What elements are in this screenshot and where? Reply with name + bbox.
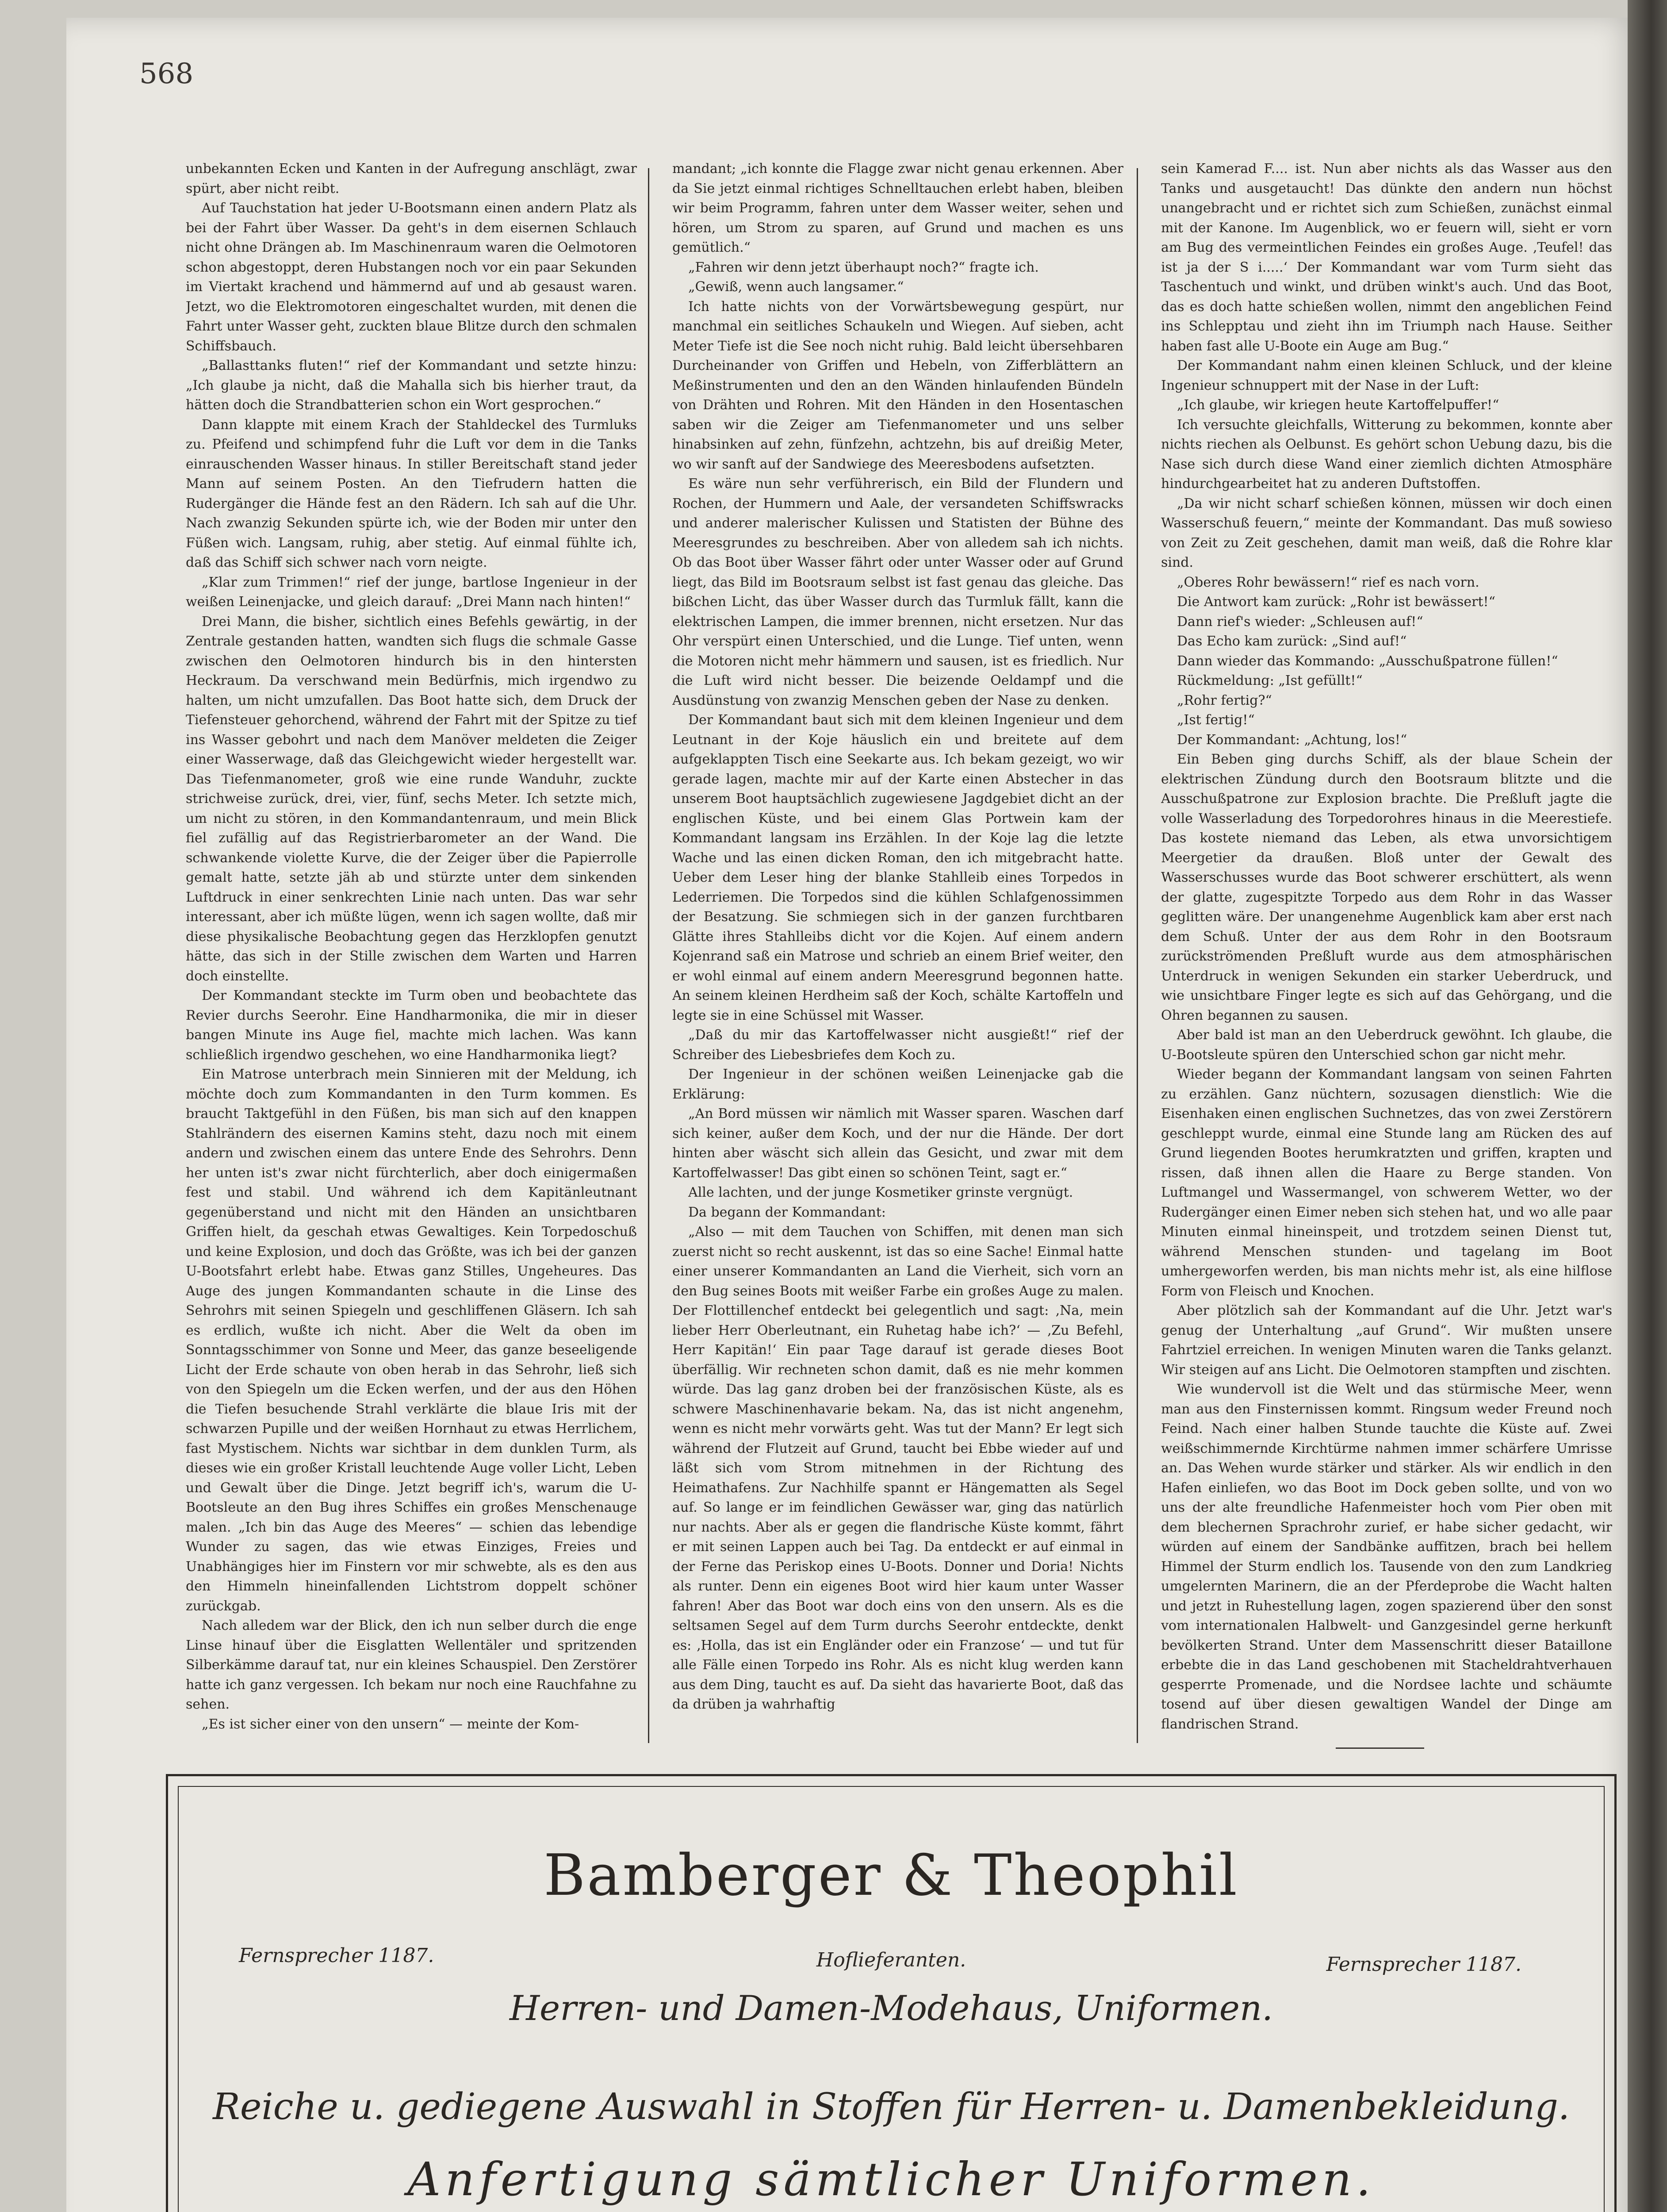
- paragraph: „An Bord müssen wir nämlich mit Wasser sparen. Waschen darf sich keiner, außer dem Koch, und der nur die Hände. Der dort hinten aber wäscht sich allein das Gesicht, und zwar mit dem Kartoffelwasser! Das gibt einen so schönen Teint, sagt er.“: [672, 1106, 1123, 1181]
- ad-phone-right: Fernsprecher 1187.: [1326, 1953, 1521, 1976]
- page-number: 568: [139, 58, 194, 90]
- paragraph: Da begann der Kommandant:: [688, 1204, 886, 1220]
- ad-anfertigung: Anfertigung sämtlicher Uniformen.: [407, 2152, 1375, 2206]
- paragraph: Dann klappte mit einem Krach der Stahldeckel des Turmluks zu. Pfeifend und schimpfend fuhr die Luft vor dem in die Tanks einrauschenden Wasser hinaus. In stiller Bereitschaft stand jeder Mann auf seinem Posten. An den Tiefrudern hatten die Rudergänger die Hände fest an den Rädern. Ich sah auf die Uhr. Nach zwanzig Sekunden spürte ich, wie der Boden mir unter den Füßen wich. Langsam, ruhig, aber stetig. Auf einmal fühlte ich, daß das Schiff sich schwer nach vorn neigte.: [186, 417, 637, 570]
- paragraph: „Es ist sicher einer von den unsern“ — meinte der Kom-: [202, 1716, 579, 1732]
- paragraph: Ich versuchte gleichfalls, Witterung zu bekommen, konnte aber nichts riechen als Oelbunst. Es gehört schon Uebung dazu, bis die Nase sich durch diese Wand einer ziemlich dichten Atmosphäre hindurchgearbeitet hat zu anderen Duftstoffen.: [1161, 417, 1612, 492]
- paragraph: Wie wundervoll ist die Welt und das stürmische Meer, wenn man aus den Finsternissen kommt. Ringsum weder Freund noch Feind. Nach einer halben Stunde tauchte die Küste auf. Zwei weißschimmernde Kirchtürme nahmen immer schärfere Umrisse an. Das Wehen wurde stärker und stärker. Als wir endlich in den Hafen einliefen, wo das Boot im Dock geben sollte, und von wo uns der alte freundliche Hafenmeister hoch vom Pier oben mit dem blechernen Sprachrohr zurief, er habe sicher gedacht, wir würden auf einem der Sandbänke auffitzen, brach bei hellem Himmel der Sturm endlich los. Tausende von den zum Landkrieg umgelernten Marinern, die an der Pferdeprobe die Wacht halten und jetzt in Ruhestellung lagen, zogen spazierend über den sonst vom internationalen Halbwelt- und Ganzgesindel gerne herkunft bevölkerten Strand. Unter dem Massenschritt dieser Bataillone erbebte die in das Land geschobenen mit Stacheldrahtverhauen gesperrte Promenade, und die Nordsee lachte und schäumte tosend auf über diesen gewaltigen Wandel der Dinge am flandrischen Strand.: [1161, 1382, 1612, 1732]
- paragraph: Auf Tauchstation hat jeder U-Bootsmann einen andern Platz als bei der Fahrt über Wasser. Da geht's in dem eisernen Schlauch nicht ohne Drängen ab. Im Maschinenraum waren die Oelmotoren schon abgestoppt, deren Hubstangen noch vor ein paar Sekunden im Viertakt krachend und hämmernd auf und ab gesaust waren. Jetzt, wo die Elektromotoren eingeschaltet wurden, mit denen die Fahrt unter Wasser geht, zuckten blaue Blitze durch den schmalen Schiffsbauch.: [186, 200, 637, 354]
- paragraph: „Also — mit dem Tauchen von Schiffen, mit denen man sich zuerst nicht so recht auskennt, ist das so eine Sache! Einmal hatte einer unserer Kommandanten an Land die Vierheit, sich vorn an den Bug seines Boots mit weißer Farbe ein großes Auge zu malen. Der Flottillenchef entdeckt bei gelegentlich und sagt: ‚Na, mein lieber Herr Oberleutnant, ein Ruhetag habe ich?‘ — ‚Zu Befehl, Herr Kapitän!‘ Ein paar Tage darauf ist gerade dieses Boot überfällig. Wir rechneten schon damit, daß es nie mehr kommen würde. Das lag ganz droben bei der französischen Küste, als es schwere Maschinenhavarie bekam. Na, das ist nicht angenehm, wenn es nicht mehr vorwärts geht. Was tut der Mann? Er legt sich während der Flutzeit auf Grund, taucht bei Ebbe wieder auf und läßt sich vom Strom mitnehmen in der Richtung des Heimathafens. Zur Nachhilfe spannt er Hängematten als Segel auf. So lange er im feindlichen Gewässer war, ging das natürlich nur nachts. Aber als er gegen die flandrische Küste kommt, fährt er mit seinen Lappen auch bei Tag. Da entdeckt er auf einmal in der Ferne das Periskop eines U-Boots. Donner und Doria! Nichts als runter. Denn ein eigenes Boot wird hier kaum unter Wasser fahren! Aber das Boot war doch eins von den unsern. Als es die seltsamen Segel auf dem Turm durchs Seerohr entdeckte, denkt es: ‚Holla, das ist ein Engländer oder ein Franzose‘ — und tut für alle Fälle einen Torpedo ins Rohr. Als es nicht klug werden kann aus dem Ding, taucht es auf. Da sieht das havarierte Boot, daß das da drüben ja wahrhaftig: [672, 1224, 1123, 1712]
- advertisement: [166, 1774, 1617, 2212]
- column-divider: [648, 168, 649, 1743]
- paragraph: „Ich glaube, wir kriegen heute Kartoffelpuffer!“: [1177, 397, 1499, 413]
- paragraph: Nach alledem war der Blick, den ich nun selber durch die enge Linse hinauf über die Eisglatten Wellentäler und spritzenden Silberkämme darauf tat, nur ein kleines Schauspiel. Den Zerstörer hatte ich ganz vergessen. Ich bekam nur noch eine Rauchfahne zu sehen.: [186, 1618, 637, 1712]
- paragraph: „Rohr fertig?“: [1177, 692, 1272, 708]
- paragraph: „Ist fertig!“: [1177, 712, 1255, 728]
- ad-phone-left: Fernsprecher 1187.: [239, 1944, 434, 1967]
- paragraph: Der Ingenieur in der schönen weißen Leinenjacke gab die Erklärung:: [672, 1067, 1123, 1102]
- paragraph: Ich hatte nichts von der Vorwärtsbewegung gespürt, nur manchmal ein seitliches Schaukeln und Wiegen. Auf sieben, acht Meter Tiefe ist die See noch nicht ruhig. Bald leicht übersehbaren Durcheinander von Griffen und Hebeln, von Zifferblättern an Meßinstrumenten und den an den Wänden hinlaufenden Bündeln von Drähten und Rohren. Mit den Händen in den Hosentaschen saben wir die Zeiger am Tiefenmanometer und uns selber hinabsinken auf zehn, fünfzehn, achtzehn, bis auf dreißig Meter, wo wir sanft auf der Sandwiege des Meeresbodens aufsetzten.: [672, 299, 1123, 472]
- paragraph: „Oberes Rohr bewässern!“ rief es nach vorn.: [1177, 574, 1479, 590]
- text-column-3: [1161, 159, 1612, 1734]
- paragraph: Aber bald ist man an den Ueberdruck gewöhnt. Ich glaube, die U-Bootsleute spüren den Unterschied schon gar nicht mehr.: [1161, 1027, 1612, 1063]
- paragraph: Das Echo kam zurück: „Sind auf!“: [1177, 634, 1407, 649]
- paragraph: Drei Mann, die bisher, sichtlich eines Befehls gewärtig, in der Zentrale gestanden hatten, wandten sich flugs die schmale Gasse zwischen den Oelmotoren hindurch bis in den hintersten Heckraum. Da verschwand mein Bedürfnis, mich irgendwo zu halten, um nicht umzufallen. Das Boot hatte sich, dem Druck der Tiefensteuer gehorchend, während der Fahrt mit der Spitze zu tief ins Wasser gebohrt und nach dem Manöver meldeten die Zeiger einer Wasserwage, daß das Gleichgewicht wieder hergestellt war. Das Tiefenmanometer, groß wie eine runde Wanduhr, zuckte strichweise zurück, drei, vier, fünf, sechs Meter. Ich setzte mich, um nicht zu stören, in den Kommandantenraum, und mein Blick fiel zufällig auf das Registrierbarometer an der Wand. Die schwankende violette Kurve, die der Zeiger über die Papierrolle gemalt hatte, setzte jäh ab und stürzte unter dem sinkenden Luftdruck in einer senkrechten Linie nach unten. Das war sehr interessant, aber ich müßte lügen, wenn ich sagen wollte, daß mir diese physikalische Beobachtung gegen das Herzklopfen genutzt hätte, das sich in der Stille zwischen dem Warten und Harren doch einstellte.: [186, 614, 637, 984]
- paragraph: Der Kommandant: „Achtung, los!“: [1177, 732, 1407, 748]
- text-column-2: [672, 159, 1123, 1734]
- column-divider: [1137, 168, 1138, 1743]
- ad-modehaus: Herren- und Damen-Modehaus, Uniformen.: [510, 1989, 1273, 2028]
- paragraph: Der Kommandant baut sich mit dem kleinen Ingenieur und dem Leutnant in der Koje häuslich ein und breitete auf dem aufgeklappten Tisch eine Seekarte aus. Ich bekam gezeigt, wo wir gerade lagen, machte mir auf der Karte einen Abstecher in das unserem Boot hauptsächlich zugewiesene Jagdgebiet dicht an der englischen Küste, und bei einem Glas Portwein kam der Kommandant langsam ins Erzählen. In der Koje lag die letzte Wache und las einen dicken Roman, den ich mitgebracht hatte. Ueber dem Leser hing der blanke Stahlleib eines Torpedos in Lederriemen. Die Torpedos sind die kühlen Schlafgenossimmen der Besatzung. Sie schmiegen sich in der ganzen furchtbaren Glätte ihres Stahlleibs dicht vor die Kojen. Auf einem andern Kojenrand saß ein Matrose und schrieb an einem Brief weiter, den er wohl einmal auf einem andern Meeresgrund begonnen hatte. An seinem kleinen Herdheim saß der Koch, schälte Kartoffeln und legte sie in eine Schüssel mit Wasser.: [672, 712, 1123, 1023]
- paragraph: Ein Matrose unterbrach mein Sinnieren mit der Meldung, ich möchte doch zum Kommandanten in den Turm kommen. Es braucht Taktgefühl in den Füßen, bis man sich auf den knappen Stahlrändern des eisernen Kamins steht, dazu noch mit einem andern und zwischen einem das untere Ende des Sehrohrs. Denn her unten ist's zwar nicht fürchterlich, aber doch einigermaßen fest und stabil. Und während ich dem Kapitänleutnant gegenüberstand und nicht mit den Händen an unsichtbaren Griffen hielt, da geschah etwas Gewaltiges. Kein Torpedoschuß und keine Explosion, und doch das Größte, was ich bei der ganzen U-Bootsfahrt erlebt habe. Etwas ganz Stilles, Ungeheures. Das Auge des jungen Kommandanten schaute in die Linse des Sehrohrs mit seinen Spiegeln und geschliffenen Gläsern. Ich sah es erdlich, wußte ich nicht. Aber die Welt da oben im Sonntagsschimmer von Sonne und Meer, das ganze beseeligende Licht der Erde schaute von oben herab in das Sehrohr, ließ sich von den Spiegeln um die Ecken werfen, und der aus den Höhen die Tiefen besuchende Strahl verklärte die blaue Iris mit der schwarzen Pupille und der weißen Hornhaut zu etwas Herrlichem, fast Mystischem. Nichts war sichtbar in dem dunklen Turm, als dieses wie ein großer Kristall leuchtende Auge voller Licht, Leben und Gewalt über die Dinge. Jetzt begriff ich's, warum die U-Bootsleute an den Bug ihres Schiffes ein großes Menschenauge malen. „Ich bin das Auge des Meeres“ — schien das lebendige Wunder zu sagen, das wie etwas Einziges, Freies und Unabhängiges hier im Finstern vor mir schwebte, als es den aus den Himmeln hineinfallenden Lichtstrom doppelt schöner zurückgab.: [186, 1067, 637, 1614]
- ad-hoflieferanten: Hoflieferanten.: [816, 1949, 966, 1971]
- text-column-1: [186, 159, 637, 1734]
- paragraph: mandant; „ich konnte die Flagge zwar nicht genau erkennen. Aber da Sie jetzt einmal richtiges Schnelltauchen erlebt haben, bleiben wir beim Programm, fahren unter dem Wasser weiter, sehen und hören, um Strom zu sparen, auf Grund und machen es uns gemütlich.“: [672, 161, 1123, 255]
- paragraph: Die Antwort kam zurück: „Rohr ist bewässert!“: [1177, 594, 1495, 610]
- paragraph: „Gewiß, wenn auch langsamer.“: [688, 279, 904, 295]
- paragraph: Dann wieder das Kommando: „Ausschußpatrone füllen!“: [1177, 653, 1558, 669]
- ad-firm-name: Bamberger & Theophil: [544, 1843, 1239, 1909]
- paragraph: „Da wir nicht scharf schießen können, müssen wir doch einen Wasserschuß feuern,“ meinte der Kommandant. Das muß sowieso von Zeit zu Zeit geschehen, damit man weiß, daß die Rohre klar sind.: [1161, 495, 1612, 570]
- paragraph: „Fahren wir denn jetzt überhaupt noch?“ fragte ich.: [688, 259, 1039, 275]
- paragraph: „Ballasttanks fluten!“ rief der Kommandant und setzte hinzu: „Ich glaube ja nicht, daß die Mahalla sich bis hierher traut, da hätten doch die Strandbatterien schon ein Wort gesprochen.“: [186, 358, 637, 413]
- paragraph: sein Kamerad F.... ist. Nun aber nichts als das Wasser aus den Tanks und ausgetaucht! Das dünkte den andern nun höchst unangebracht und er richtet sich zum Schießen, zunächst einmal mit der Kanone. Im Augenblick, wo er feuern will, sieht er vorn am Bug des vermeintlichen Feindes ein großes Auge. ‚Teufel! das ist ja der S i.....‘ Der Kommandant war vom Turm sieht das Taschentuch und winkt, und drüben winkt's auch. Und das Boot, das es doch hatte schießen wollen, nimmt den angeblichen Feind ins Schlepptau und zieht ihn im Triumph nach Hause. Seither haben fast alle U-Boote ein Auge am Bug.“: [1161, 161, 1612, 354]
- end-rule: [1336, 1747, 1424, 1749]
- paragraph: Aber plötzlich sah der Kommandant auf die Uhr. Jetzt war's genug der Unterhaltung „auf Grund“. Wir mußten unsere Fahrtziel erreichen. In wenigen Minuten waren die Tanks gelanzt. Wir steigen auf ans Licht. Die Oelmotoren stampften und zischten.: [1161, 1303, 1612, 1378]
- paragraph: Der Kommandant nahm einen kleinen Schluck, und der kleine Ingenieur schnuppert mit der Nase in der Luft:: [1161, 358, 1612, 393]
- paragraph: unbekannten Ecken und Kanten in der Aufregung anschlägt, zwar spürt, aber nicht reibt.: [186, 161, 637, 196]
- ad-auswahl: Reiche u. gediegene Auswahl in Stoffen für Herren- u. Damenbekleidung.: [213, 2086, 1570, 2128]
- paragraph: Alle lachten, und der junge Kosmetiker grinste vergnügt.: [688, 1185, 1073, 1200]
- paragraph: „Klar zum Trimmen!“ rief der junge, bartlose Ingenieur in der weißen Leinenjacke, und gleich darauf: „Drei Mann nach hinten!“: [186, 574, 637, 610]
- paragraph: „Daß du mir das Kartoffelwasser nicht ausgießt!“ rief der Schreiber des Liebesbriefes dem Koch zu.: [672, 1027, 1123, 1063]
- paragraph: Wieder begann der Kommandant langsam von seinen Fahrten zu erzählen. Ganz nüchtern, sozusagen dienstlich: Wie die Eisenhaken einen englischen Suchnetzes, das von zwei Zerstörern geschleppt wurde, einmal eine Stunde lang am Rücken des auf Grund liegenden Bootes herumkratzten und griffen, krapten und rissen, daß ihnen allen die Haare zu Berge standen. Von Luftmangel und Wassermangel, von schwerem Wetter, wo der Rudergänger einen Eimer neben sich stehen hat, und wo alle paar Minuten einmal hineinspeit, und trotzdem seinen Dienst tut, während Menschen stunden- und tagelang im Boot umhergeworfen werden, bis man nichts mehr ist, als eine hilflose Form von Fleisch und Knochen.: [1161, 1067, 1612, 1299]
- paragraph: Dann rief's wieder: „Schleusen auf!“: [1177, 614, 1423, 630]
- paragraph: Es wäre nun sehr verführerisch, ein Bild der Flundern und Rochen, der Hummern und Aale, der versandeten Schiffswracks und anderer malerischer Kulissen und Statisten der Bühne des Meeresgrundes zu beschreiben. Aber von alledem sah ich nichts. Ob das Boot über Wasser fährt oder unter Wasser oder auf Grund liegt, das Bild im Bootsraum selbst ist fast genau das gleiche. Das bißchen Licht, das über Wasser durch das Turmluk fällt, kann die elektrischen Lampen, die immer brennen, nicht ersetzen. Nur das Ohr verspürt einen Unterschied, und die Lunge. Tief unten, wenn die Motoren nicht mehr hämmern und sausen, ist es friedlich. Nur die Luft wird nicht besser. Die beizende Oeldampf und die Ausdünstung von zwanzig Menschen geben der Nase zu denken.: [672, 476, 1123, 708]
- paragraph: Ein Beben ging durchs Schiff, als der blaue Schein der elektrischen Zündung durch den Bootsraum blitzte und die Ausschußpatrone zur Explosion brachte. Die Preßluft jagte die volle Wasserladung des Torpedorohres hinaus in die Meerestiefe. Das kostete niemand das Leben, als etwa unvorsichtigem Meergetier da draußen. Bloß unter der Gewalt des Wasserschusses wurde das Boot schwerer erschüttert, als wenn der glatte, zugespitzte Torpedo aus dem Rohr in das Wasser geglitten wäre. Der unangenehme Augenblick kam aber erst nach dem Schuß. Unter der aus dem Rohr in den Bootsraum zurückströmenden Preßluft wurde aus dem atmosphärischen Unterdruck in wenigen Sekunden ein starker Ueberdruck, und wie unsichtbare Finger legte es sich auf das Gehörgang, und die Ohren begannen zu sausen.: [1161, 752, 1612, 1023]
- paragraph: Rückmeldung: „Ist gefüllt!“: [1177, 673, 1363, 688]
- book-spine: [1628, 0, 1667, 2212]
- paragraph: Der Kommandant steckte im Turm oben und beobachtete das Revier durchs Seerohr. Eine Handharmonika, die mir in dieser bangen Minute ins Auge fiel, machte mich lachen. Was kann schließlich irgendwo geschehen, wo eine Handharmonika liegt?: [186, 988, 637, 1063]
